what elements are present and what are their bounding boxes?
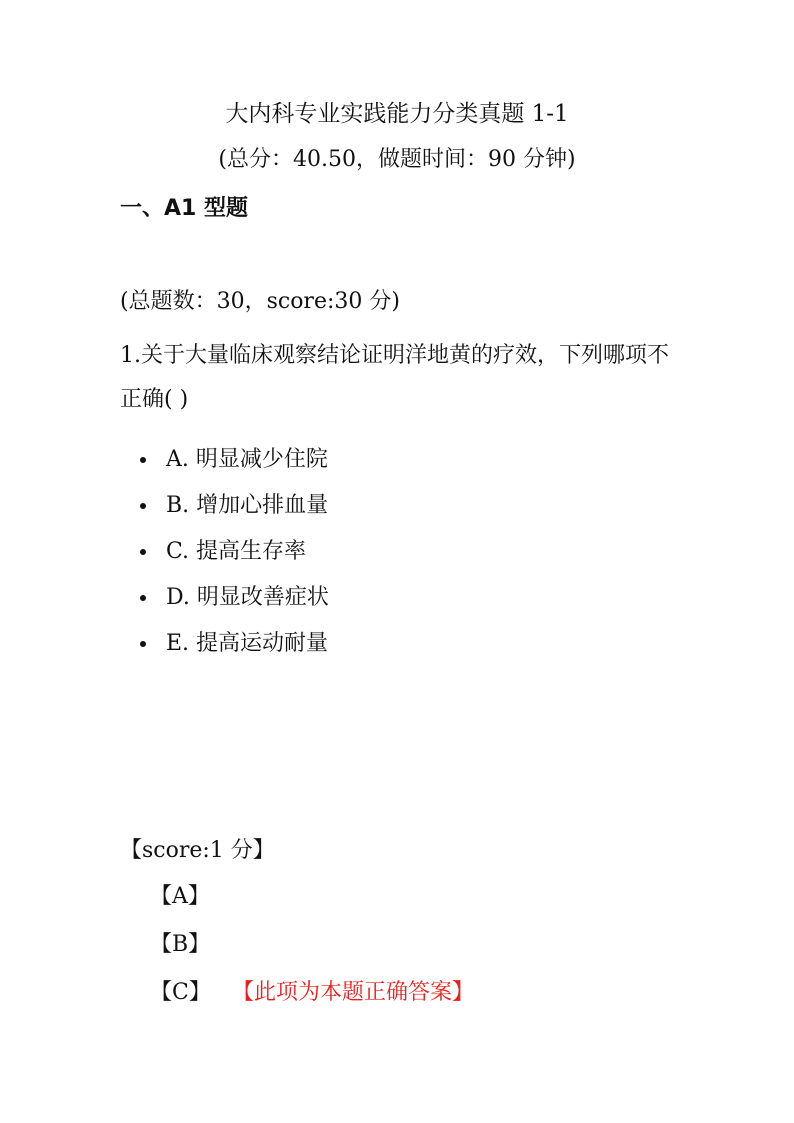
- option-label: A. 明显减少住院: [166, 447, 328, 472]
- answer-key: [150, 881, 475, 1025]
- option-c[interactable]: [140, 534, 329, 580]
- option-label: D. 明显改善症状: [166, 585, 329, 610]
- bullet-icon: [140, 595, 146, 601]
- correct-answer-note: 【此项为本题正确答案】: [232, 980, 475, 1005]
- answer-label: 【A】: [150, 884, 210, 909]
- answer-row-a: [150, 881, 211, 929]
- bullet-icon: [140, 549, 146, 555]
- bullet-icon: [140, 503, 146, 509]
- question-score: 【score:1 分】: [120, 838, 275, 863]
- section-heading: 一、A1 型题: [120, 196, 248, 221]
- answer-row-b: [150, 929, 211, 977]
- bullet-icon: [140, 641, 146, 647]
- option-list: [140, 442, 329, 672]
- option-e[interactable]: [140, 626, 329, 672]
- answer-label: 【C】: [150, 980, 211, 1005]
- bullet-icon: [140, 457, 146, 463]
- answer-label: 【B】: [150, 932, 211, 957]
- option-label: E. 提高运动耐量: [166, 631, 329, 656]
- question-text: 1.关于大量临床观察结论证明洋地黄的疗效，下列哪项不正确( ): [120, 343, 669, 412]
- option-label: B. 增加心排血量: [166, 493, 329, 518]
- option-a[interactable]: [140, 442, 329, 488]
- exam-summary: (总分：40.50，做题时间：90 分钟): [218, 147, 576, 172]
- question-count: (总题数：30，score:30 分): [120, 289, 400, 314]
- document-title: 大内科专业实践能力分类真题 1-1: [225, 101, 569, 127]
- option-d[interactable]: [140, 580, 329, 626]
- option-label: C. 提高生存率: [166, 539, 307, 564]
- option-b[interactable]: [140, 488, 329, 534]
- answer-row-c: [150, 977, 475, 1025]
